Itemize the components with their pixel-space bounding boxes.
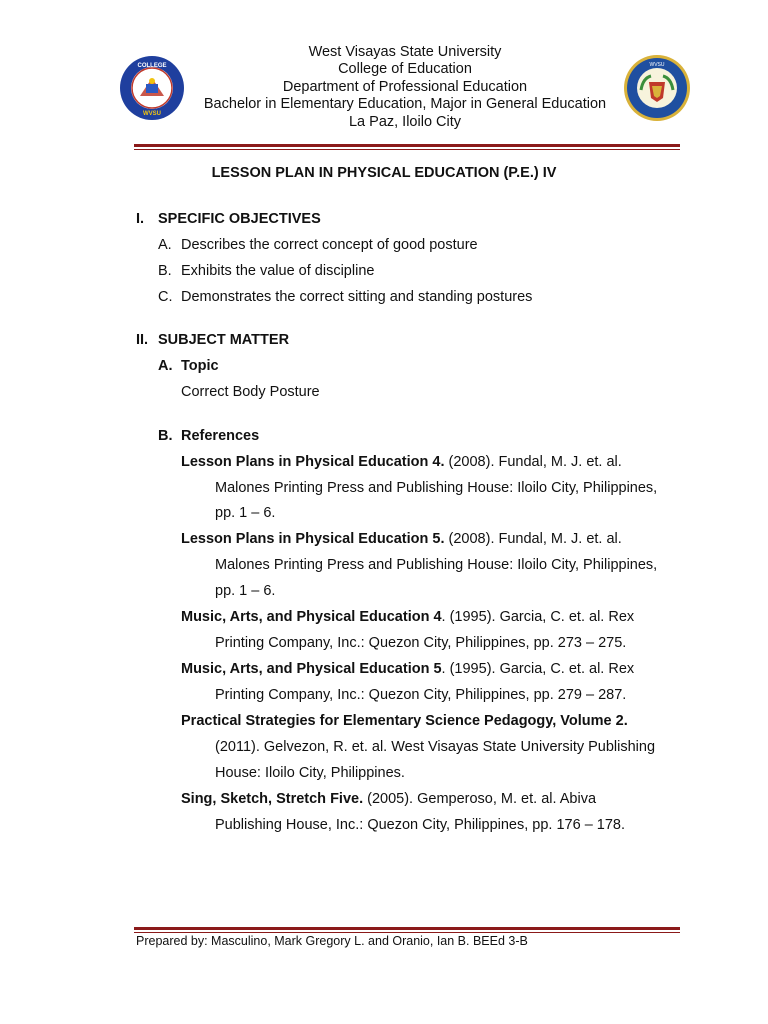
reference-title: Practical Strategies for Elementary Science Pedagogy, Volume 2. bbox=[181, 713, 628, 729]
objective-c-letter: C. bbox=[158, 289, 173, 305]
section-2-numeral: II. bbox=[136, 332, 149, 348]
reference-continuation: Publishing House, Inc.: Quezon City, Philippines, pp. 176 – 178. bbox=[215, 817, 626, 833]
header-divider bbox=[134, 144, 680, 150]
university-seal-icon bbox=[623, 54, 691, 122]
college-name: College of Education bbox=[338, 61, 472, 78]
reference-title: Music, Arts, and Physical Education 4 bbox=[181, 609, 442, 625]
reference-title: Lesson Plans in Physical Education 5. bbox=[181, 531, 445, 547]
footer-divider bbox=[134, 927, 680, 933]
college-of-education-seal-icon bbox=[118, 54, 186, 122]
university-name: West Visayas State University bbox=[308, 44, 502, 60]
page-title: LESSON PLAN IN PHYSICAL EDUCATION (P.E.) IV bbox=[211, 165, 557, 181]
reference-details: (2005). Gemperoso, M. et. al. Abiva bbox=[363, 791, 597, 807]
reference-item-4 bbox=[181, 660, 634, 678]
reference-details: (2008). Fundal, M. J. et. al. bbox=[444, 454, 622, 470]
objective-b-letter: B. bbox=[158, 263, 172, 279]
reference-continuation: Printing Company, Inc.: Quezon City, Philippines, pp. 273 – 275. bbox=[215, 635, 627, 651]
address: La Paz, Iloilo City bbox=[348, 113, 462, 130]
svg-text:COLLEGE: COLLEGE bbox=[137, 63, 167, 69]
svg-text:WVSU: WVSU bbox=[143, 111, 161, 117]
section-2-heading: SUBJECT MATTER bbox=[158, 332, 290, 348]
reference-continuation: Printing Company, Inc.: Quezon City, Philippines, pp. 279 – 287. bbox=[215, 687, 627, 703]
objective-b-text: Exhibits the value of discipline bbox=[181, 263, 375, 279]
topic-label: Topic bbox=[181, 358, 219, 374]
footer-prepared-by: Prepared by: Masculino, Mark Gregory L. and Oranio, Ian B. BEEd 3-B bbox=[136, 934, 528, 948]
reference-continuation: Malones Printing Press and Publishing House: Iloilo City, Philippines, bbox=[215, 557, 658, 573]
reference-item-6 bbox=[181, 790, 596, 808]
institution-heading bbox=[190, 44, 620, 131]
reference-item-3 bbox=[181, 608, 634, 626]
reference-continuation: pp. 1 – 6. bbox=[215, 505, 276, 521]
topic-letter: A. bbox=[158, 358, 173, 374]
reference-title: Sing, Sketch, Stretch Five. bbox=[181, 791, 364, 807]
objective-a-letter: A. bbox=[158, 237, 172, 253]
department-name: Department of Professional Education bbox=[282, 78, 528, 95]
reference-item-5 bbox=[181, 712, 628, 730]
reference-details: . (1995). Garcia, C. et. al. Rex bbox=[441, 661, 635, 677]
document-header bbox=[0, 44, 768, 136]
reference-item-1 bbox=[181, 453, 622, 471]
program-name: Bachelor in Elementary Education, Major in General Education bbox=[203, 96, 607, 113]
section-1-heading: SPECIFIC OBJECTIVES bbox=[158, 211, 321, 227]
reference-continuation: House: Iloilo City, Philippines. bbox=[215, 765, 405, 781]
reference-continuation: Malones Printing Press and Publishing House: Iloilo City, Philippines, bbox=[215, 480, 658, 496]
reference-details: . (1995). Garcia, C. et. al. Rex bbox=[441, 609, 635, 625]
reference-title: Music, Arts, and Physical Education 5 bbox=[181, 661, 442, 677]
reference-continuation: pp. 1 – 6. bbox=[215, 583, 276, 599]
svg-text:WVSU: WVSU bbox=[649, 62, 665, 68]
reference-continuation: (2011). Gelvezon, R. et. al. West Visayas State University Publishing bbox=[215, 739, 656, 755]
reference-title: Lesson Plans in Physical Education 4. bbox=[181, 454, 445, 470]
reference-item-2 bbox=[181, 530, 622, 548]
reference-details: (2008). Fundal, M. J. et. al. bbox=[444, 531, 622, 547]
topic-value: Correct Body Posture bbox=[181, 384, 320, 400]
references-label: References bbox=[181, 428, 260, 444]
objective-a-text: Describes the correct concept of good posture bbox=[181, 237, 478, 253]
objective-c-text: Demonstrates the correct sitting and standing postures bbox=[181, 289, 533, 305]
section-1-numeral: I. bbox=[136, 211, 145, 227]
references-letter: B. bbox=[158, 428, 173, 444]
